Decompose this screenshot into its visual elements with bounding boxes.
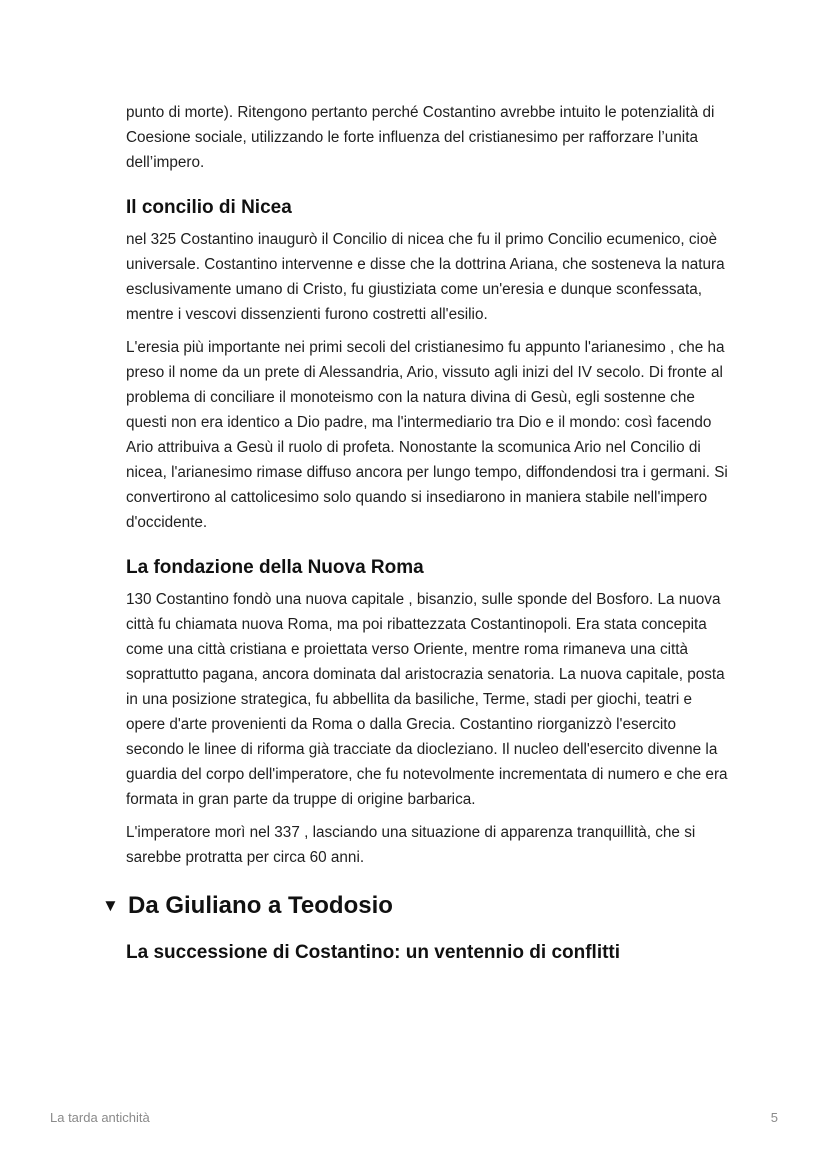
nuova-roma-paragraph-1: 130 Costantino fondò una nuova capitale , bisanzio, sulle sponde del Bosforo. La nuova città fu chiamata nuova Roma, ma poi ribattezzata Costantinopoli. Era stata concepita come una città cristiana e proiettata verso Oriente, mentre roma rimaneva una città soprattutto pagana, ancora dominata dal aristocrazia senatoria. La nuova capitale, posta in una posizione strategica, fu abbellita da basiliche, Terme, stadi per giochi, teatri e opere d'arte provenienti da Roma o dalla Grecia. Costantino riorganizzò l'esercito secondo le linee di riforma già tracciate da diocleziano. Il nucleo dell'esercito divenne la guardia del corpo dell'imperatore, che fu notevolmente incrementata di numero e che era formata in gran parte da truppe di origine barbarica. — [126, 591, 728, 808]
nuova-roma-paragraph-2: L'imperatore morì nel 337 , lasciando una situazione di apparenza tranquillità, che si sarebbe protratta per circa 60 anni. — [126, 824, 696, 866]
document-body — [102, 100, 734, 972]
intro-paragraph: punto di morte). Ritengono pertanto perché Costantino avrebbe intuito le potenzialità di Coesione sociale, utilizzando le forte influenza del cristianesimo per rafforzare l’unita dell’impero. — [126, 104, 715, 171]
footer-document-title: La tarda antichità — [50, 1110, 150, 1125]
toggle-triangle-icon[interactable]: ▼ — [102, 896, 119, 915]
toggle-heading-giuliano-teodosio[interactable] — [102, 890, 734, 922]
heading-fondazione-nuova-roma: La fondazione della Nuova Roma — [126, 557, 424, 578]
heading-successione-costantino: La successione di Costantino: un ventennio di conflitti — [126, 942, 621, 963]
heading-giuliano-teodosio: Da Giuliano a Teodosio — [128, 892, 393, 919]
nicea-paragraph-2: L'eresia più importante nei primi secoli del cristianesimo fu appunto l'arianesimo , che ha preso il nome da un prete di Alessandria, Ario, vissuto agli inizi del IV secolo. Di fronte al problema di conciliare il monoteismo con la natura divina di Gesù, egli sostenne che questi non era identico a Dio padre, ma l'intermediario tra Dio e il mondo: così facendo Ario attribuiva a Gesù il ruolo di profeta. Nonostante la scomunica Ario nel Concilio di nicea, l'arianesimo rimase diffuso ancora per lungo tempo, diffondendosi tra i germani. Si convertirono al cattolicesimo solo quando si insediarono in maniera stabile nell'impero d'occidente. — [126, 339, 728, 531]
heading-concilio-nicea: Il concilio di Nicea — [126, 197, 292, 218]
footer-page-number: 5 — [770, 1110, 778, 1125]
nicea-paragraph-1: nel 325 Costantino inaugurò il Concilio di nicea che fu il primo Concilio ecumenico, cioè universale. Costantino intervenne e disse che la dottrina Ariana, che sosteneva la natura esclusivamente umano di Cristo, fu giustiziata come un'eresia e dunque sconfessata, mentre i vescovi dissenzienti furono costretti all'esilio. — [126, 231, 725, 323]
